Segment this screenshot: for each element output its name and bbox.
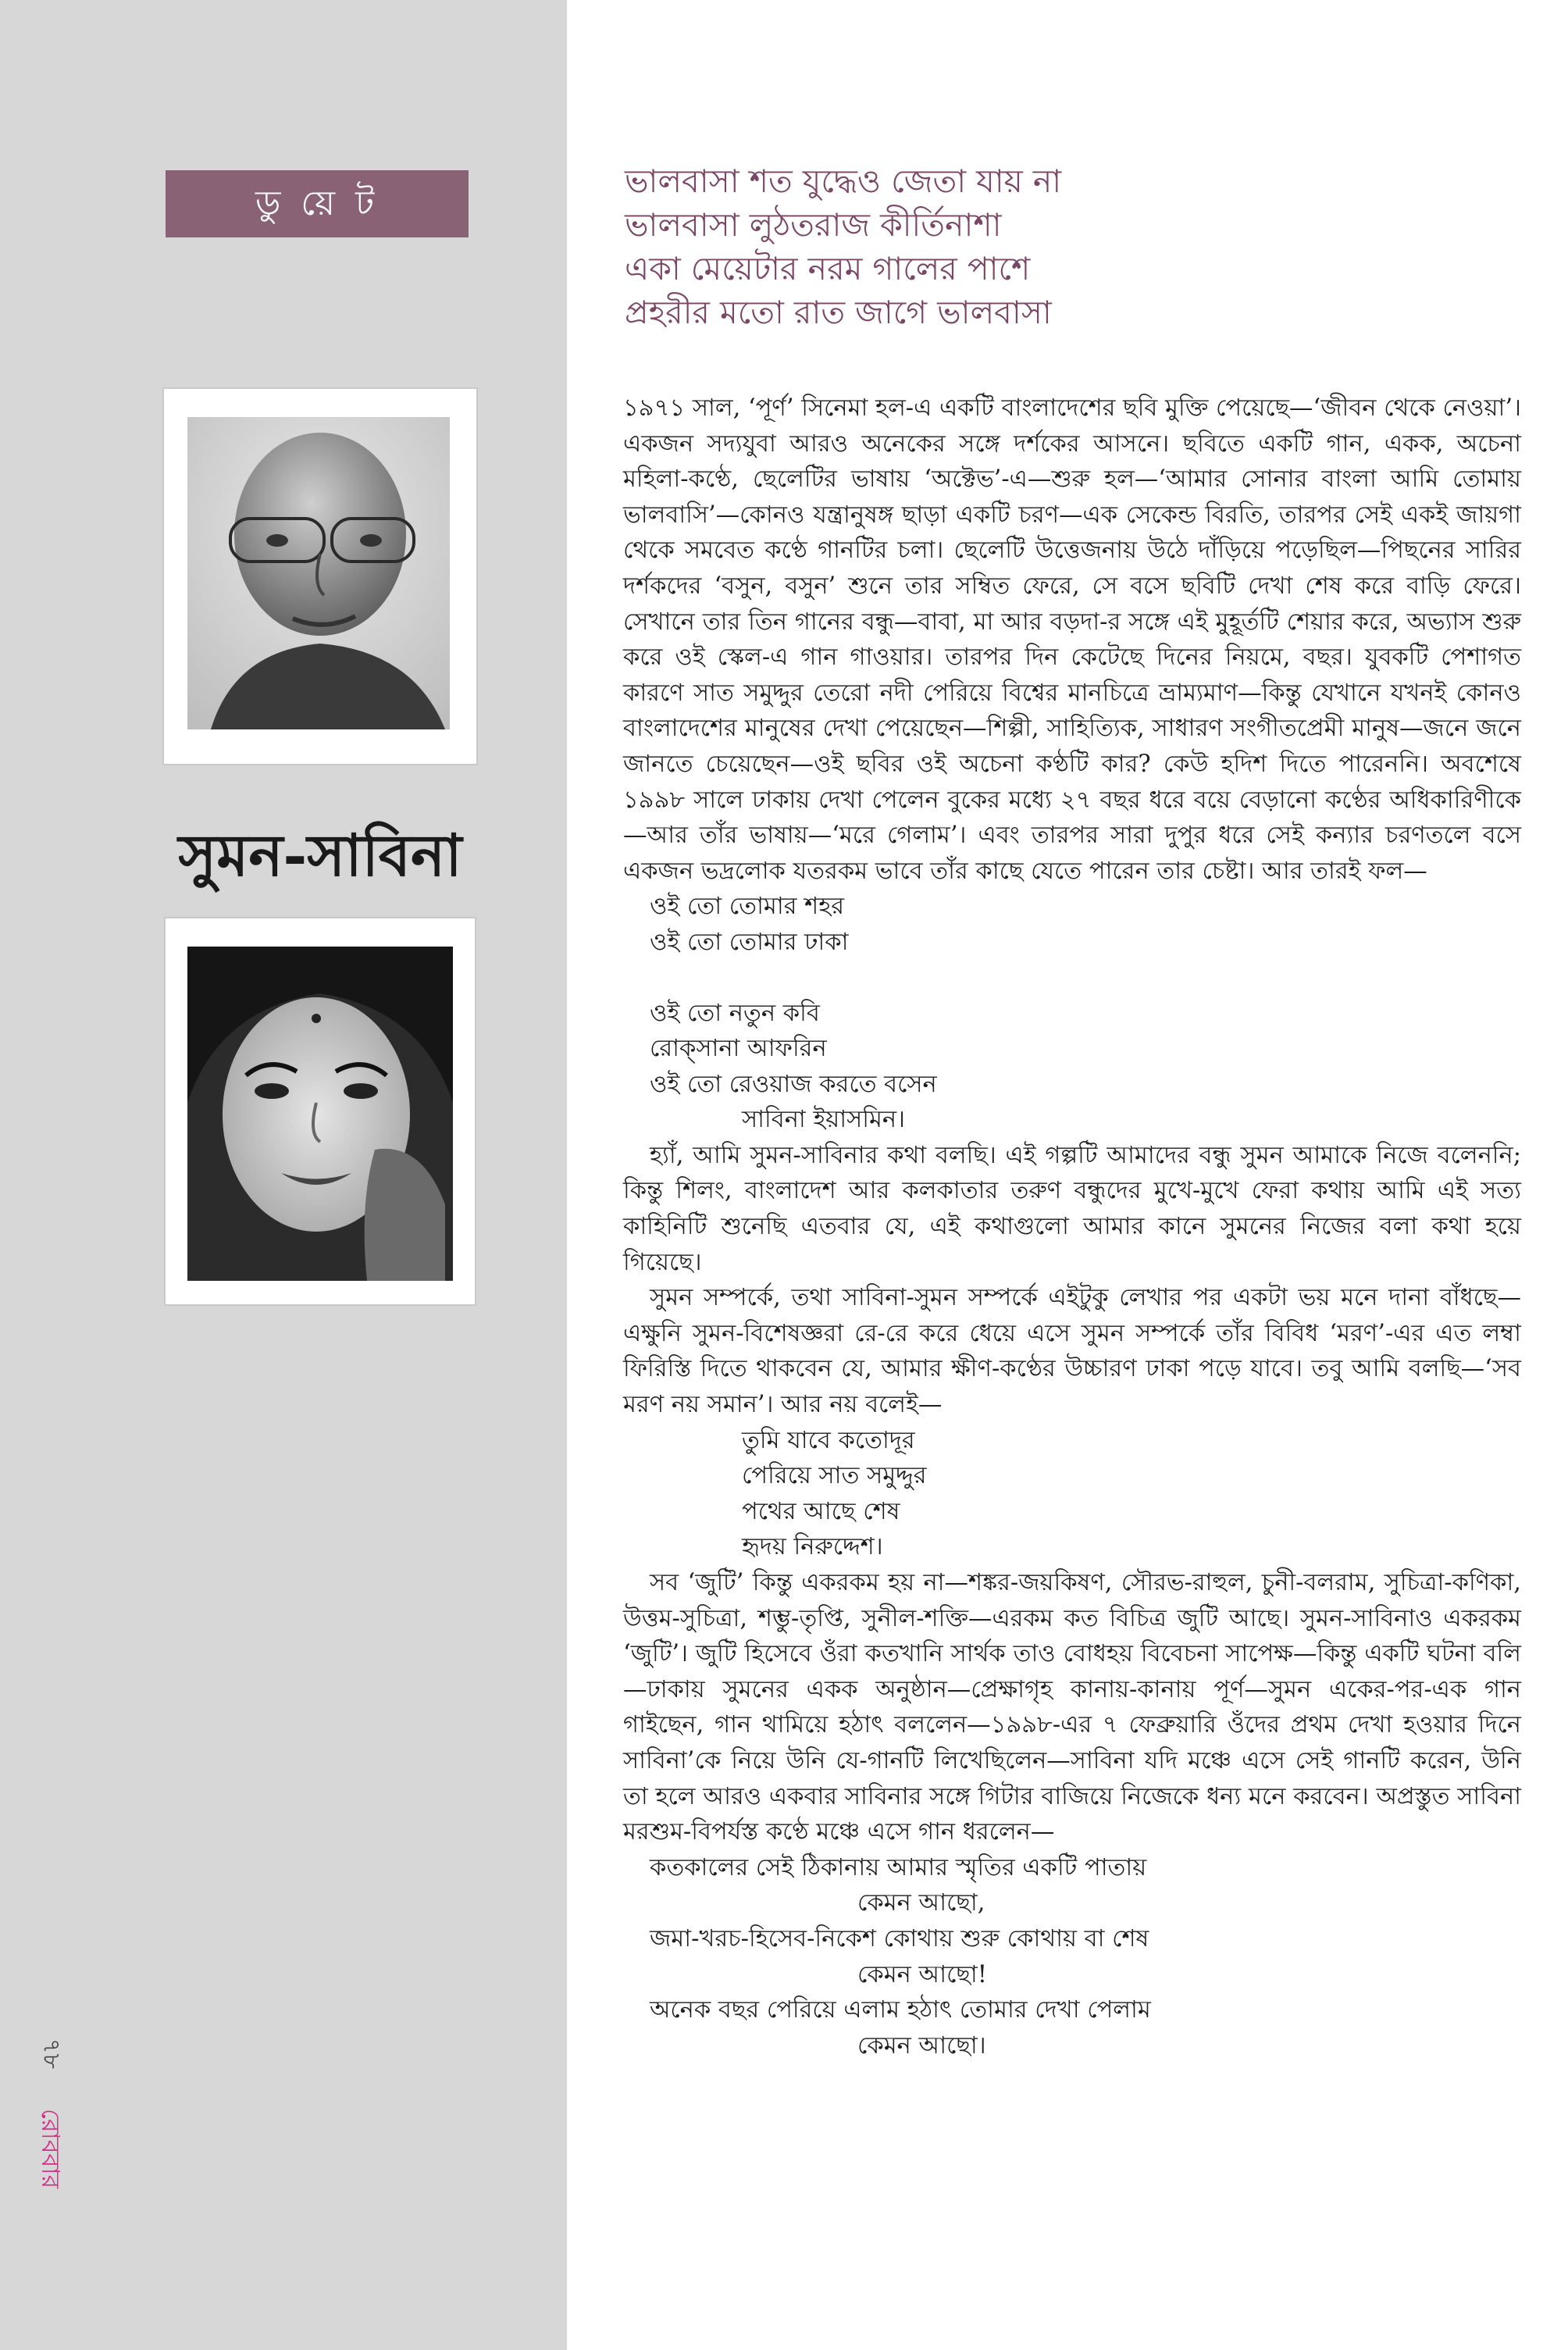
epigraph xyxy=(625,159,1484,334)
magazine-name: রোববার xyxy=(36,2109,66,2189)
portrait-sabina xyxy=(166,918,475,1304)
verse-line: ওই তো তোমার শহর xyxy=(650,893,845,921)
verse-line: ওই তো তোমার ঢাকা xyxy=(650,928,849,956)
portrait-suman xyxy=(164,389,476,764)
verse-line: জমা-খরচ-হিসেব-নিকেশ কোথায় শুরু কোথায় বা শেষ xyxy=(650,1924,1149,1952)
verse-line: হৃদয় নিরুদ্দেশ। xyxy=(742,1533,883,1561)
verse-line: তুমি যাবে কতোদূর xyxy=(742,1426,915,1454)
article-body xyxy=(623,390,1521,2063)
verse-block xyxy=(623,889,1521,1138)
portrait-sabina-image xyxy=(187,947,453,1281)
epigraph-line: একা মেয়েটার নরম গালের পাশে xyxy=(625,250,1031,287)
paragraph: ১৯৭১ সাল, ‘পূর্ণ’ সিনেমা হল-এ একটি বাংলাদেশের ছবি মুক্তি পেয়েছে—‘জীবন থেকে নেওয়া’। একজন সদ্যযুবা আরও অনেকের সঙ্গে দর্শকের আসনে। ছবিতে একটি গান, একক, অচেনা মহিলা-কণ্ঠে, ছেলেটির ভাষায় ‘অক্টেভ’-এ—শুরু হল—‘আমার সোনার বাংলা আমি তোমায় ভালবাসি’—কোনও যন্ত্রানুষঙ্গ ছাড়া একটি চরণ—এক সেকেন্ড বিরতি, তারপর সেই একই জায়গা থেকে সমবেত কণ্ঠে গানটির চলা। ছেলেটি উত্তেজনায় উঠে দাঁড়িয়ে পড়েছিল—পিছনের সারির দর্শকদের ‘বসুন, বসুন’ শুনে তার সম্বিত ফেরে, সে বসে ছবিটি দেখা শেষ করে বাড়ি ফেরে। সেখানে তার তিন গানের বন্ধু—বাবা, মা আর বড়দা-র সঙ্গে এই মুহূর্তটি শেয়ার করে, অভ্যাস শুরু করে ওই স্কেল-এ গান গাওয়ার। তারপর দিন কেটেছে দিনের নিয়মে, বছর। যুবকটি পেশাগত কারণে সাত সমুদ্দুর তেরো নদী পেরিয়ে বিশ্বের মানচিত্রে ভ্রাম্যমাণ—কিন্তু যেখানে যখনই কোনও বাংলাদেশের মানুষের দেখা পেয়েছেন—শিল্পী, সাহিত্যিক, সাধারণ সংগীতপ্রেমী মানুষ—জনে জনে জানতে চেয়েছেন—ওই ছবির ওই অচেনা কণ্ঠটি কার? কেউ হদিশ দিতে পারেননি। অবশেষে ১৯৯৮ সালে ঢাকায় দেখা পেলেন বুকের মধ্যে ২৭ বছর ধরে বয়ে বেড়ানো কণ্ঠের অধিকারিণীকে—আর তাঁর ভাষায়—‘মরে গেলাম’। এবং তারপর সারা দুপুর ধরে সেই কন্যার চরণতলে বসে একজন ভদ্রলোক যতরকম ভাবে তাঁর কাছে যেতে পারেন তার চেষ্টা। আর তারই ফল— xyxy=(623,394,1521,885)
verse-line: ওই তো নতুন কবি xyxy=(650,999,820,1027)
verse-line: কেমন আছো! xyxy=(857,1960,987,1988)
verse-line: কতকালের সেই ঠিকানায় আমার স্মৃতির একটি পাতায় xyxy=(650,1853,1147,1881)
names-heading: সুমন-সাবিনা xyxy=(178,822,462,890)
verse-line: রোক্‌সানা আফরিন xyxy=(650,1035,827,1063)
verse-line: কেমন আছো, xyxy=(857,1889,985,1917)
epigraph-line: ভালবাসা লুঠতরাজ কীর্তিনাশা xyxy=(625,206,1002,244)
verse-block xyxy=(623,1423,1521,1565)
portrait-suman-image xyxy=(187,417,450,729)
paragraph: হ্যাঁ, আমি সুমন-সাবিনার কথা বলছি। এই গল্পটি আমাদের বন্ধু সুমন আমাকে নিজে বলেননি; কিন্তু শিলং, বাংলাদেশ আর কলকাতার তরুণ বন্ধুদের মুখে-মুখে ফেরা কথায় আমি এই সত্য কাহিনিটি শুনেছি এতবার যে, এই কথাগুলো আমার কানে সুমনের নিজের বলা কথা হয়ে গিয়েছে। xyxy=(623,1141,1521,1276)
section-label: ডু য়ে ট xyxy=(166,170,469,237)
verse-block xyxy=(623,1850,1521,2064)
verse-line: পথের আছে শেষ xyxy=(742,1497,900,1525)
paragraph: সব ‘জুটি’ কিন্তু একরকম হয় না—শঙ্কর-জয়কিষণ, সৌরভ-রাহুল, চুনী-বলরাম, সুচিত্রা-কণিকা, উত্তম-সুচিত্রা, শম্ভু-তৃপ্তি, সুনীল-শক্তি—এরকম কত বিচিত্র জুটি আছে। সুমন-সাবিনাও একরকম ‘জুটি’। জুটি হিসেবে ওঁরা কতখানি সার্থক তাও বোধহয় বিবেচনা সাপেক্ষ—কিন্তু একটি ঘটনা বলি—ঢাকায় সুমনের একক অনুষ্ঠান—প্রেক্ষাগৃহ কানায়-কানায় পূর্ণ—সুমন একের-পর-এক গান গাইছেন, গান থামিয়ে হঠাৎ বললেন—১৯৯৮-এর ৭ ফেব্রুয়ারি ওঁদের প্রথম দেখা হওয়ার দিনে সাবিনা’কে নিয়ে উনি যে-গানটি লিখেছিলেন—সাবিনা যদি মঞ্চে এসে সেই গানটি করেন, উনি তা হলে আরও একবার সাবিনার সঙ্গে গিটার বাজিয়ে নিজেকে ধন্য মনে করবেন। অপ্রস্তুত সাবিনা মরশুম-বিপর্যস্ত কণ্ঠে মঞ্চে এসে গান ধরলেন— xyxy=(623,1569,1521,1846)
verse-line: পেরিয়ে সাত সমুদ্দুর xyxy=(742,1462,927,1490)
paragraph: সুমন সম্পর্কে, তথা সাবিনা-সুমন সম্পর্কে এইটুকু লেখার পর একটা ভয় মনে দানা বাঁধছে—এক্ষুনি সুমন-বিশেষজ্ঞরা রে-রে করে ধেয়ে এসে সুমন সম্পর্কে তাঁর বিবিধ ‘মরণ’-এর এত লম্বা ফিরিস্তি দিতে থাকবেন যে, আমার ক্ষীণ-কণ্ঠের উচ্চারণ ঢাকা পড়ে যাবে। তবু আমি বলছি—‘সব মরণ নয় সমান’। আর নয় বলেই— xyxy=(623,1284,1521,1419)
epigraph-line: ভালবাসা শত যুদ্ধেও জেতা যায় না xyxy=(625,162,1062,200)
verse-line: ওই তো রেওয়াজ করতে বসেন xyxy=(650,1070,937,1098)
page-folio xyxy=(36,2007,117,2265)
epigraph-line: প্রহরীর মতো রাত জাগে ভালবাসা xyxy=(625,294,1052,331)
verse-line: কেমন আছো। xyxy=(857,2031,986,2059)
page-number: ৭৮ xyxy=(37,2038,65,2069)
verse-line: সাবিনা ইয়াসমিন। xyxy=(742,1106,906,1134)
verse-line: অনেক বছর পেরিয়ে এলাম হঠাৎ তোমার দেখা পেলাম xyxy=(650,1996,1151,2024)
